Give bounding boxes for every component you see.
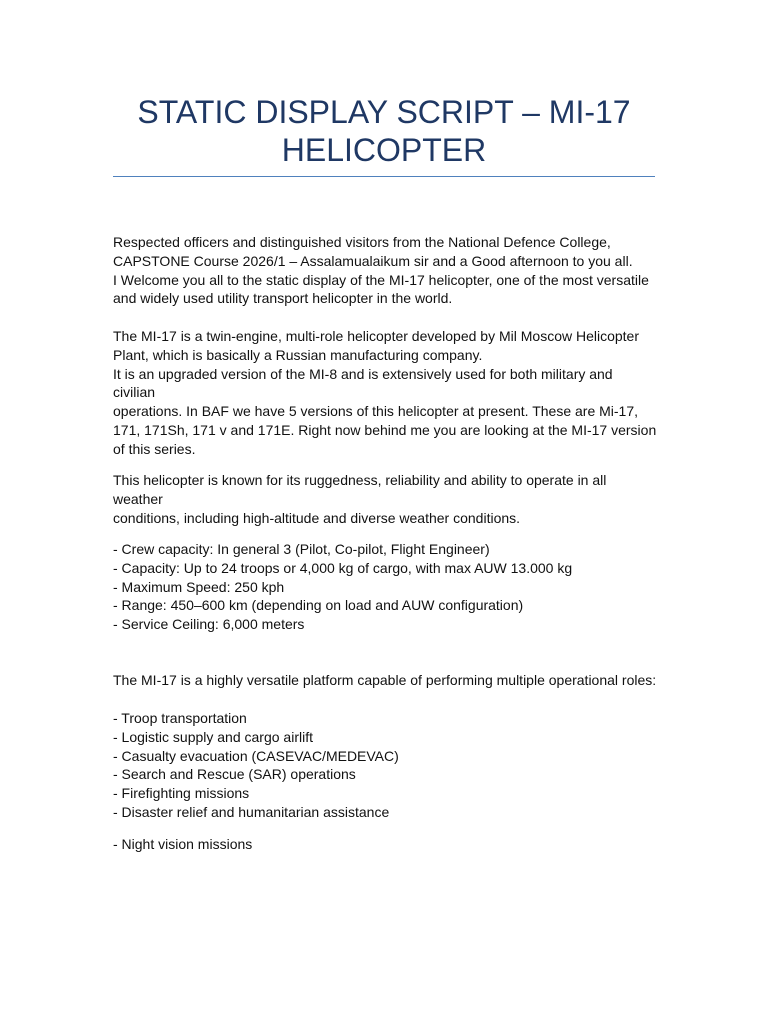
role-item: - Logistic supply and cargo airlift [113,728,313,745]
roles-intro-paragraph: The MI-17 is a highly versatile platform capable of performing multiple operational roles: [113,672,657,688]
role-item: - Troop transportation [113,710,247,726]
spec-item: - Range: 450–600 km (depending on load and AUW configuration) [113,597,524,614]
specifications-list [113,540,658,634]
role-item: - Casualty evacuation (CASEVAC/MEDEVAC) [113,747,399,764]
spec-item: - Crew capacity: In general 3 (Pilot, Co-pilot, Flight Engineer) [113,541,490,557]
title-divider [113,176,655,177]
welcome-paragraph: Respected officers and distinguished visitors from the National Defence College, CAPSTONE Course 2026/1 – Assalamualaikum sir and a Good afternoon to you all. I Welcome you all to the static display of the MI-17 helicopter, one of the most versatile and widely used utility transport helicopter in the world. [113,234,649,307]
role-item: - Firefighting missions [113,785,250,802]
role-item: - Disaster relief and humanitarian assistance [113,803,390,820]
role-item-night-vision: - Night vision missions [113,836,253,852]
document-title: STATIC DISPLAY SCRIPT – MI-17 HELICOPTER [137,94,631,168]
spec-item: - Service Ceiling: 6,000 meters [113,616,305,633]
spec-item: - Maximum Speed: 250 kph [113,578,285,595]
spec-item: - Capacity: Up to 24 troops or 4,000 kg of cargo, with max AUW 13.000 kg [113,559,573,576]
capability-paragraph: This helicopter is known for its ruggedness, reliability and ability to operate in all weather conditions, including high-altitude and diverse weather conditions. [113,472,607,526]
introduction-paragraph: The MI-17 is a twin-engine, multi-role helicopter developed by Mil Moscow Helicopter Plant, which is basically a Russian manufacturing company. It is an upgraded version of the MI-8 and is extensively used for both military and civilian operations. In BAF we have 5 versions of this helicopter at present. These are Mi-17, 171, 171Sh, 171 v and 171E. Right now behind me you are looking at the MI-17 version of this series. [113,328,657,457]
role-item: - Search and Rescue (SAR) operations [113,766,356,783]
roles-list [113,709,658,822]
